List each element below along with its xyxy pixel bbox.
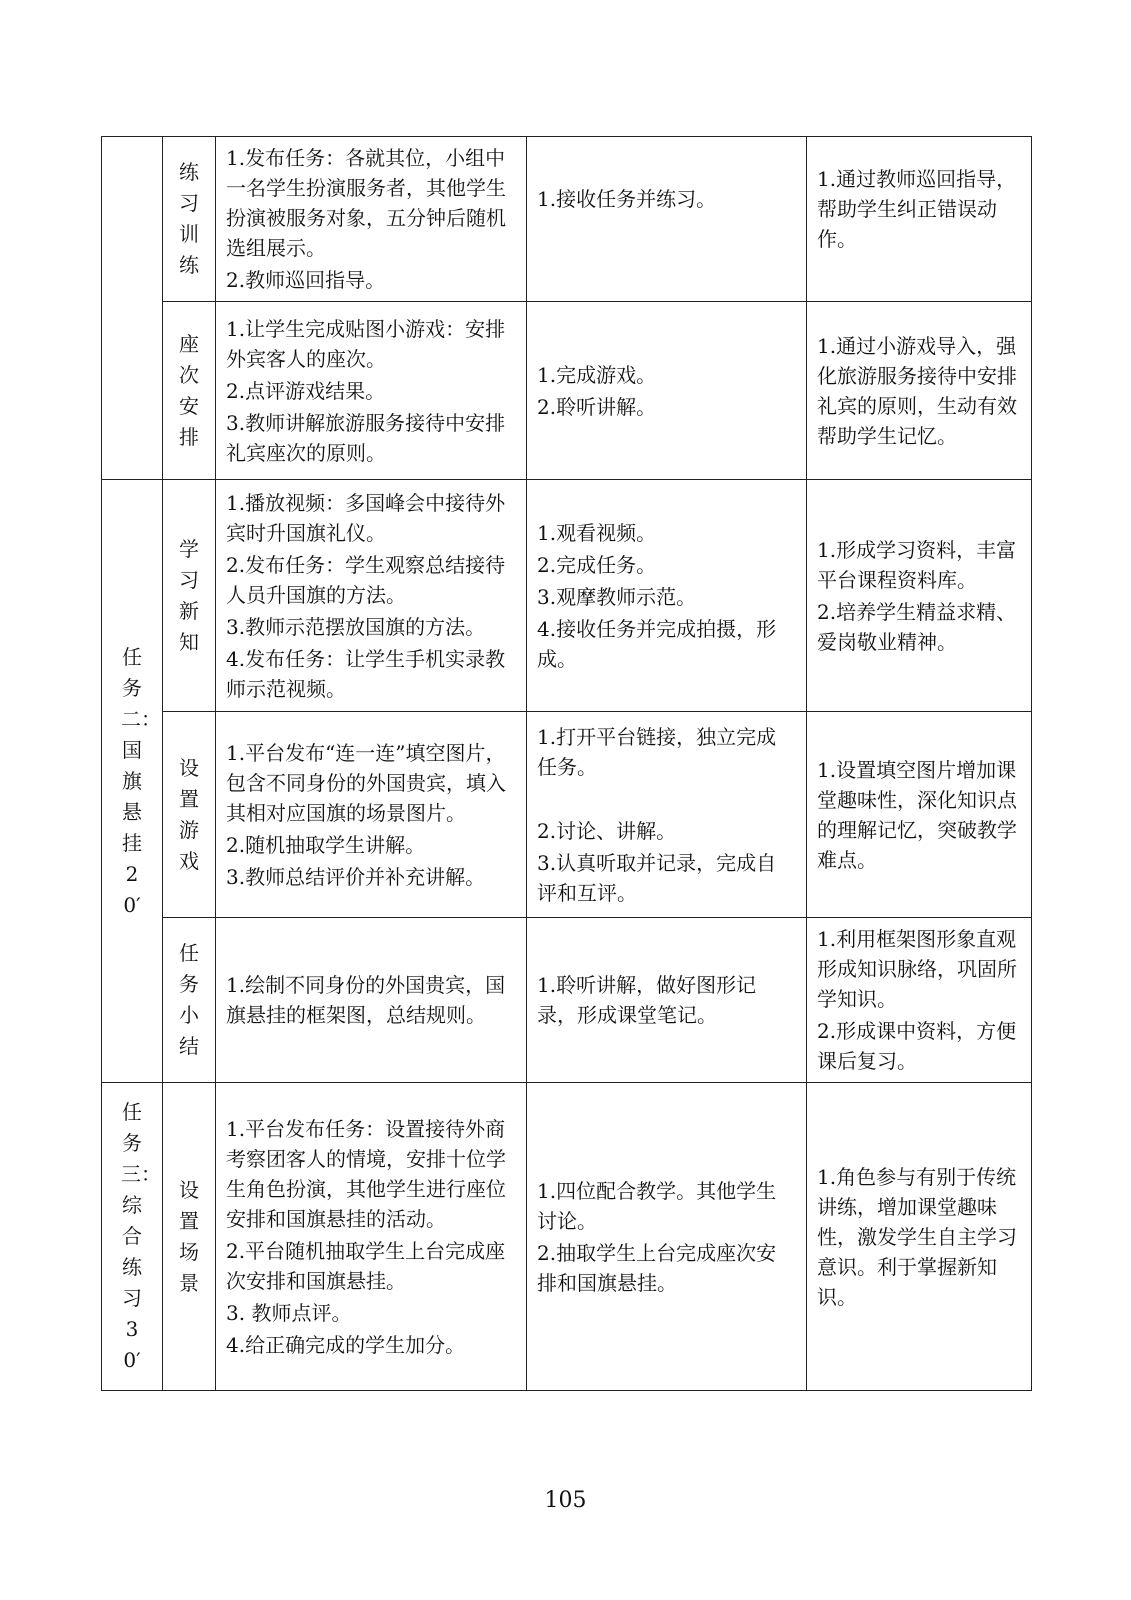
table-row bbox=[102, 918, 1032, 1083]
step-cell bbox=[163, 480, 216, 712]
step-label: 座次安排 bbox=[179, 331, 199, 449]
step-label: 任务小结 bbox=[179, 941, 199, 1058]
table-row bbox=[102, 1083, 1032, 1391]
step-cell bbox=[163, 712, 216, 918]
step-label: 设置游戏 bbox=[179, 755, 199, 873]
student-activity-cell: 1.完成游戏。 2.聆听讲解。 bbox=[527, 302, 807, 480]
design-intent-cell: 1.设置填空图片增加课堂趣味性，深化知识点的理解记忆，突破教学难点。 bbox=[807, 712, 1032, 918]
student-activity-cell: 1.接收任务并练习。 bbox=[527, 137, 807, 302]
student-activity-cell: 1.聆听讲解，做好图形记录，形成课堂笔记。 bbox=[527, 918, 807, 1083]
design-intent-cell: 1.利用框架图形象直观形成知识脉络，巩固所学知识。 2.形成课中资料，方便课后复习。 bbox=[807, 918, 1032, 1083]
design-intent-cell: 1.形成学习资料，丰富平台课程资料库。 2.培养学生精益求精、爱岗敬业精神。 bbox=[807, 480, 1032, 712]
step-label: 练习训练 bbox=[179, 160, 199, 277]
design-intent-cell: 1.通过小游戏导入，强化旅游服务接待中安排礼宾的原则，生动有效帮助学生记忆。 bbox=[807, 302, 1032, 480]
page-number: 105 bbox=[544, 1488, 587, 1513]
table-row bbox=[102, 137, 1032, 302]
teacher-activity-cell: 1.让学生完成贴图小游戏：安排外宾客人的座次。 2.点评游戏结果。 3.教师讲解旅游服务接待中安排礼宾座次的原则。 bbox=[216, 302, 527, 480]
design-intent-cell: 1.角色参与有别于传统讲练，增加课堂趣味性，激发学生自主学习意识。利于掌握新知识。 bbox=[807, 1083, 1032, 1391]
step-cell bbox=[163, 302, 216, 480]
teacher-activity-cell: 1.发布任务：各就其位，小组中一名学生扮演服务者，其他学生扮演被服务对象，五分钟后随机选组展示。 2.教师巡回指导。 bbox=[216, 137, 527, 302]
section-cell bbox=[102, 480, 163, 1083]
teacher-activity-cell: 1.绘制不同身份的外国贵宾，国旗悬挂的框架图，总结规则。 bbox=[216, 918, 527, 1083]
step-label: 学习新知 bbox=[179, 536, 199, 654]
student-activity-cell: 1.观看视频。 2.完成任务。 3.观摩教师示范。 4.接收任务并完成拍摄，形成。 bbox=[527, 480, 807, 712]
section-cell bbox=[102, 137, 163, 480]
step-label: 设置场景 bbox=[179, 1177, 199, 1295]
student-activity-cell: 1.四位配合教学。其他学生讨论。 2.抽取学生上台完成座次安排和国旗悬挂。 bbox=[527, 1083, 807, 1391]
design-intent-cell: 1.通过教师巡回指导，帮助学生纠正错误动作。 bbox=[807, 137, 1032, 302]
teacher-activity-cell: 1.平台发布“连一连”填空图片，包含不同身份的外国贵宾，填入其相对应国旗的场景图片。 2.随机抽取学生讲解。 3.教师总结评价并补充讲解。 bbox=[216, 712, 527, 918]
table-row bbox=[102, 712, 1032, 918]
step-cell bbox=[163, 137, 216, 302]
step-cell bbox=[163, 918, 216, 1083]
table-row bbox=[102, 480, 1032, 712]
section-cell bbox=[102, 1083, 163, 1391]
teacher-activity-cell: 1.播放视频：多国峰会中接待外宾时升国旗礼仪。 2.发布任务：学生观察总结接待人员升国旗的方法。 3.教师示范摆放国旗的方法。 4.发布任务：让学生手机实录教师示范视频。 bbox=[216, 480, 527, 712]
lesson-plan-table bbox=[101, 136, 1032, 1391]
section-label: 任务二：国旗悬挂20′ bbox=[121, 644, 161, 917]
student-activity-cell: 1.打开平台链接，独立完成任务。 2.讨论、讲解。 3.认真听取并记录，完成自评和互评。 bbox=[527, 712, 807, 918]
table-row bbox=[102, 302, 1032, 480]
teacher-activity-cell: 1.平台发布任务：设置接待外商考察团客人的情境，安排十位学生角色扮演，其他学生进行座位安排和国旗悬挂的活动。 2.平台随机抽取学生上台完成座次安排和国旗悬挂。 3. 教师点评。 4.给正确完成的学生加分。 bbox=[216, 1083, 527, 1391]
section-label: 任务三：综合练习30′ bbox=[121, 1100, 161, 1372]
step-cell bbox=[163, 1083, 216, 1391]
